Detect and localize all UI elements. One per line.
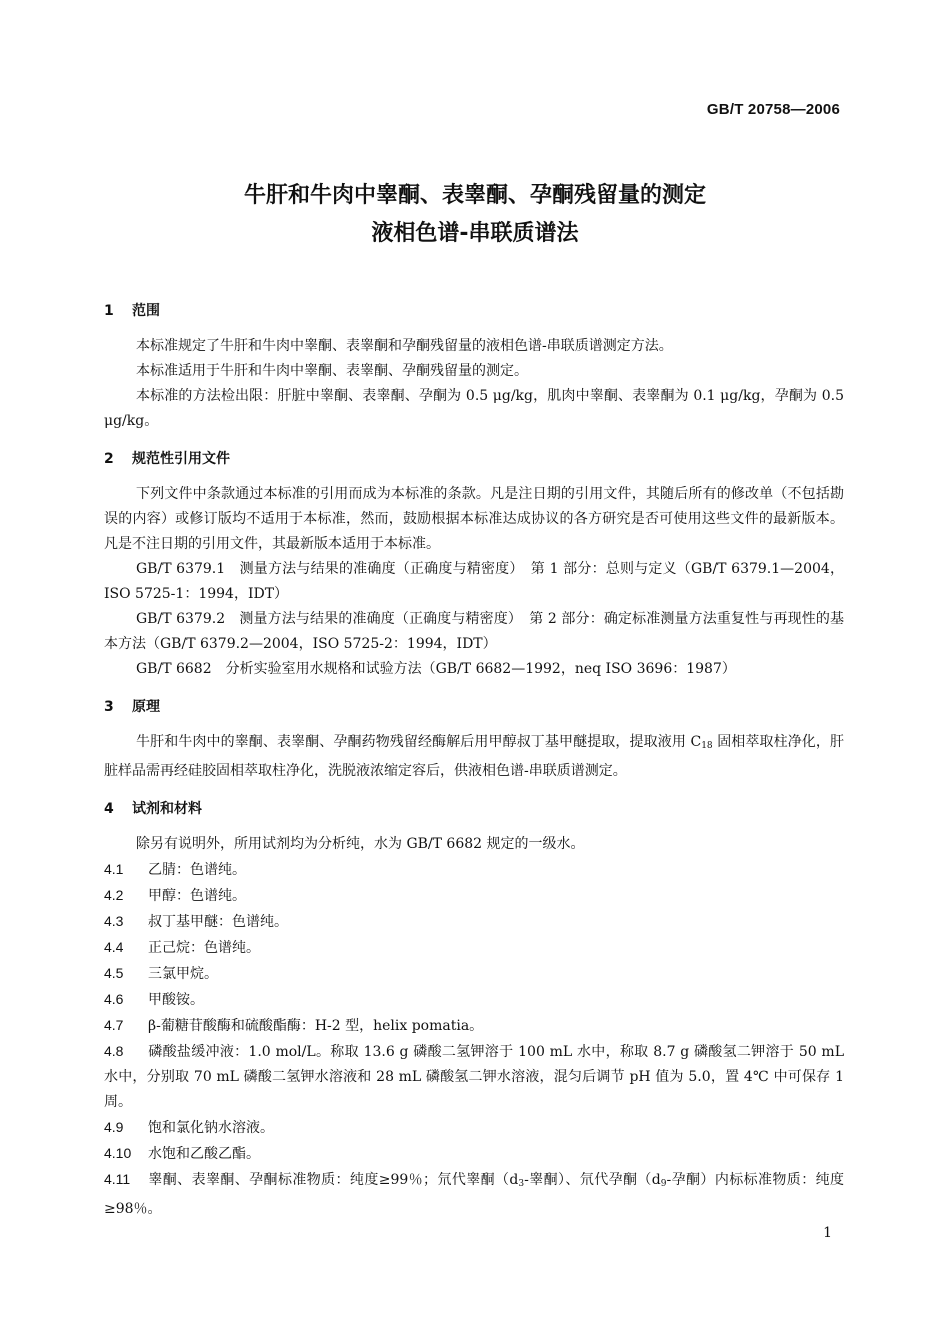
item-text: 叔丁基甲醚：色谱纯。 — [148, 914, 288, 930]
item-number: 4.9 — [104, 1119, 124, 1135]
standard-code: GB/T 20758—2006 — [706, 101, 840, 118]
item-text: 三氯甲烷。 — [148, 966, 218, 982]
text-run: 睾酮、表睾酮、孕酮标准物质：纯度≥99％；氘代睾酮（d — [148, 1172, 519, 1188]
item-text: 正己烷：色谱纯。 — [148, 940, 260, 956]
list-item — [104, 857, 844, 883]
list-item — [104, 1013, 844, 1039]
list-item — [104, 1115, 844, 1141]
paragraph: 下列文件中条款通过本标准的引用而成为本标准的条款。凡是注日期的引用文件，其随后所有的修改单（不包括勘误的内容）或修订版均不适用于本标准，然而，鼓励根据本标准达成协议的各方研究是否可使用这些文件的最新版本。凡是不注日期的引用文件，其最新版本适用于本标准。 — [104, 486, 844, 552]
subscript: 3 — [518, 1179, 525, 1189]
item-text: 水饱和乙酸乙酯。 — [148, 1146, 260, 1162]
item-text: 乙腈：色谱纯。 — [148, 862, 246, 878]
section-2-heading — [104, 448, 844, 470]
item-text: 磷酸盐缓冲液：1.0 mol/L。称取 13.6 g 磷酸二氢钾溶于 100 mL 水中，称取 8.7 g 磷酸氢二钾溶于 50 mL 水中，分别取 70 mL 磷酸二氢钾水溶液和 28 mL 磷酸氢二钾水溶液，混匀后调节 pH 值为 5.0，置 4℃ 中可保存 1 周。 — [104, 1044, 844, 1110]
list-item — [104, 961, 844, 987]
item-number: 4.3 — [104, 913, 124, 929]
document-title — [0, 178, 950, 252]
reference-entry: GB/T 6682 分析实验室用水规格和试验方法（GB/T 6682—1992，neq ISO 3696：1987） — [136, 661, 736, 677]
text-run: -睾酮）、氘代孕酮（d — [524, 1172, 661, 1188]
paragraph: 除另有说明外，所用试剂均为分析纯，水为 GB/T 6682 规定的一级水。 — [136, 836, 585, 852]
list-item — [104, 987, 844, 1013]
item-text: 甲醇：色谱纯。 — [148, 888, 246, 904]
section-4-heading — [104, 798, 844, 820]
reference-entry: GB/T 6379.2 测量方法与结果的准确度（正确度与精密度） 第 2 部分：确定标准测量方法重复性与再现性的基本方法（GB/T 6379.2—2004，ISO 5725-2：1994，IDT） — [104, 611, 844, 652]
item-text: 饱和氯化钠水溶液。 — [148, 1120, 274, 1136]
title-line-2: 液相色谱-串联质谱法 — [371, 221, 579, 246]
item-number: 4.2 — [104, 887, 124, 903]
document-body — [104, 300, 844, 1222]
title-line-1: 牛肝和牛肉中睾酮、表睾酮、孕酮残留量的测定 — [243, 183, 706, 208]
list-item — [104, 883, 844, 909]
section-number: 3 — [104, 699, 114, 715]
section-title: 规范性引用文件 — [132, 451, 230, 467]
section-title: 原理 — [132, 699, 160, 715]
item-text: 甲酸铵。 — [148, 992, 204, 1008]
list-item — [104, 1167, 844, 1222]
section-number: 2 — [104, 451, 114, 467]
section-number: 4 — [104, 801, 114, 817]
paragraph: 本标准的方法检出限：肝脏中睾酮、表睾酮、孕酮为 0.5 μg/kg，肌肉中睾酮、表睾酮为 0.1 μg/kg，孕酮为 0.5 μg/kg。 — [104, 388, 844, 429]
text-run: 牛肝和牛肉中的睾酮、表睾酮、孕酮药物残留经酶解后用甲醇叔丁基甲醚提取，提取液用 C — [136, 734, 702, 750]
list-item — [104, 1141, 844, 1167]
item-number: 4.11 — [104, 1171, 131, 1187]
text-run: 固相萃取柱净化，肝脏样品需再经硅胶固相萃取柱净化，洗脱液浓缩定容后，供液相色谱-串联质谱测定。 — [104, 734, 844, 779]
reference-entry: GB/T 6379.1 测量方法与结果的准确度（正确度与精密度） 第 1 部分：总则与定义（GB/T 6379.1—2004，ISO 5725-1：1994，IDT） — [104, 561, 844, 602]
section-number: 1 — [104, 303, 114, 319]
section-title: 范围 — [132, 303, 160, 319]
item-number: 4.5 — [104, 965, 124, 981]
list-item — [104, 909, 844, 935]
section-3-heading — [104, 696, 844, 718]
subscript: 18 — [701, 741, 713, 751]
item-number: 4.8 — [104, 1043, 124, 1059]
text-run: -孕酮）内标标准物质：纯度≥98％。 — [104, 1172, 844, 1217]
list-item — [104, 935, 844, 961]
paragraph: 本标准适用于牛肝和牛肉中睾酮、表睾酮、孕酮残留量的测定。 — [136, 363, 528, 379]
section-title: 试剂和材料 — [132, 801, 202, 817]
list-item — [104, 1039, 844, 1115]
paragraph — [104, 730, 844, 784]
item-number: 4.7 — [104, 1017, 124, 1033]
item-number: 4.10 — [104, 1145, 132, 1161]
item-number: 4.6 — [104, 991, 124, 1007]
paragraph: 本标准规定了牛肝和牛肉中睾酮、表睾酮和孕酮残留量的液相色谱-串联质谱测定方法。 — [136, 338, 673, 354]
subscript: 9 — [660, 1179, 667, 1189]
section-1-heading — [104, 300, 844, 322]
item-number: 4.1 — [104, 861, 124, 877]
item-number: 4.4 — [104, 939, 124, 955]
page-number: 1 — [823, 1225, 832, 1241]
item-text: β-葡糖苷酸酶和硫酸酯酶：H-2 型，helix pomatia。 — [148, 1018, 484, 1034]
